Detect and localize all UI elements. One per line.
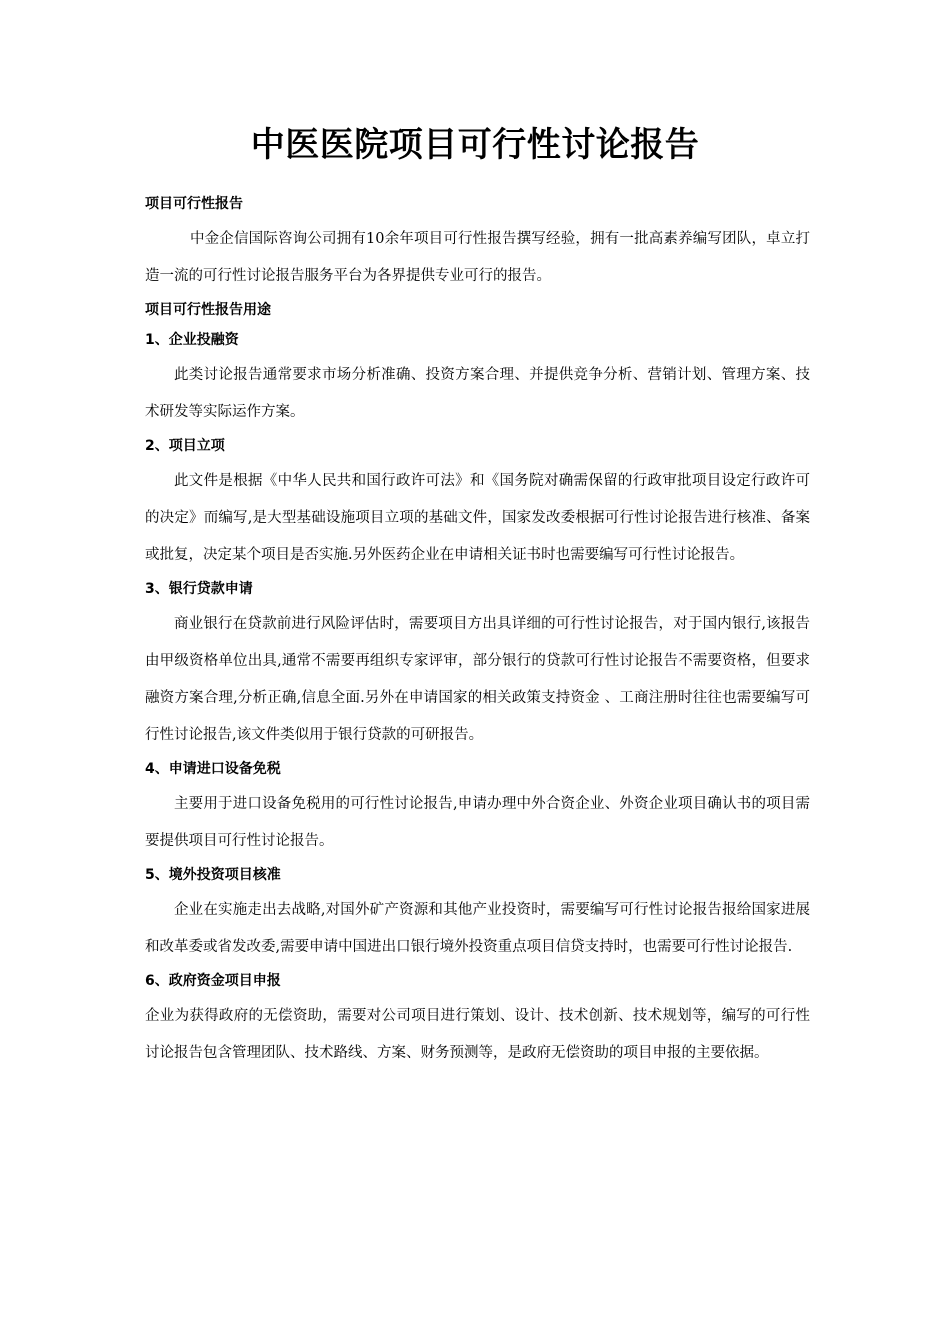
- section-heading-1: 1、企业投融资: [145, 332, 239, 348]
- section-paragraph-6: 企业为获得政府的无偿资助，需要对公司项目进行策划、设计、技术创新、技术规划等，编写的可行性讨论报告包含管理团队、技术路线、方案、财务预测等，是政府无偿资助的项目申报的主要依据。: [145, 1008, 810, 1061]
- section-paragraph-5: 企业在实施走出去战略,对国外矿产资源和其他产业投资时，需要编写可行性讨论报告报给国家进展和改革委或省发改委,需要申请中国进出口银行境外投资重点项目信贷支持时，也需要可行性讨论报告.: [145, 902, 810, 955]
- section-paragraph-3: 商业银行在贷款前进行风险评估时，需要项目方出具详细的可行性讨论报告，对于国内银行,该报告由甲级资格单位出具,通常不需要再组织专家评审，部分银行的贷款可行性讨论报告不需要资格，但要求融资方案合理,分析正确,信息全面.另外在申请国家的相关政策支持资金 、工商注册时往往也需要编写可行性讨论报告,该文件类似用于银行贷款的可研报告。: [145, 616, 810, 743]
- section-paragraph-1: 此类讨论报告通常要求市场分析准确、投资方案合理、并提供竞争分析、营销计划、管理方案、技术研发等实际运作方案。: [145, 367, 810, 420]
- section-paragraph-2: 此文件是根据《中华人民共和国行政许可法》和《国务院对确需保留的行政审批项目设定行政许可的决定》而编写,是大型基础设施项目立项的基础文件，国家发改委根据可行性讨论报告进行核准、备案或批复，决定某个项目是否实施.另外医药企业在申请相关证书时也需要编写可行性讨论报告。: [145, 473, 810, 563]
- uses-heading: 项目可行性报告用途: [145, 302, 271, 318]
- section-heading-2: 2、项目立项: [145, 438, 225, 454]
- document-body: [145, 191, 810, 1072]
- intro-heading: 项目可行性报告: [145, 196, 243, 212]
- section-heading-4: 4、申请进口设备免税: [145, 761, 281, 777]
- intro-paragraph: 中金企信国际咨询公司拥有10余年项目可行性报告撰写经验，拥有一批高素养编写团队，卓立打造一流的可行性讨论报告服务平台为各界提供专业可行的报告。: [145, 231, 810, 284]
- section-heading-6: 6、政府资金项目申报: [145, 973, 281, 989]
- section-heading-3: 3、银行贷款申请: [145, 581, 253, 597]
- document-title: 中医医院项目可行性讨论报告: [250, 125, 700, 165]
- section-paragraph-4: 主要用于进口设备免税用的可行性讨论报告,申请办理中外合资企业、外资企业项目确认书的项目需要提供项目可行性讨论报告。: [145, 796, 810, 849]
- section-heading-5: 5、境外投资项目核准: [145, 867, 281, 883]
